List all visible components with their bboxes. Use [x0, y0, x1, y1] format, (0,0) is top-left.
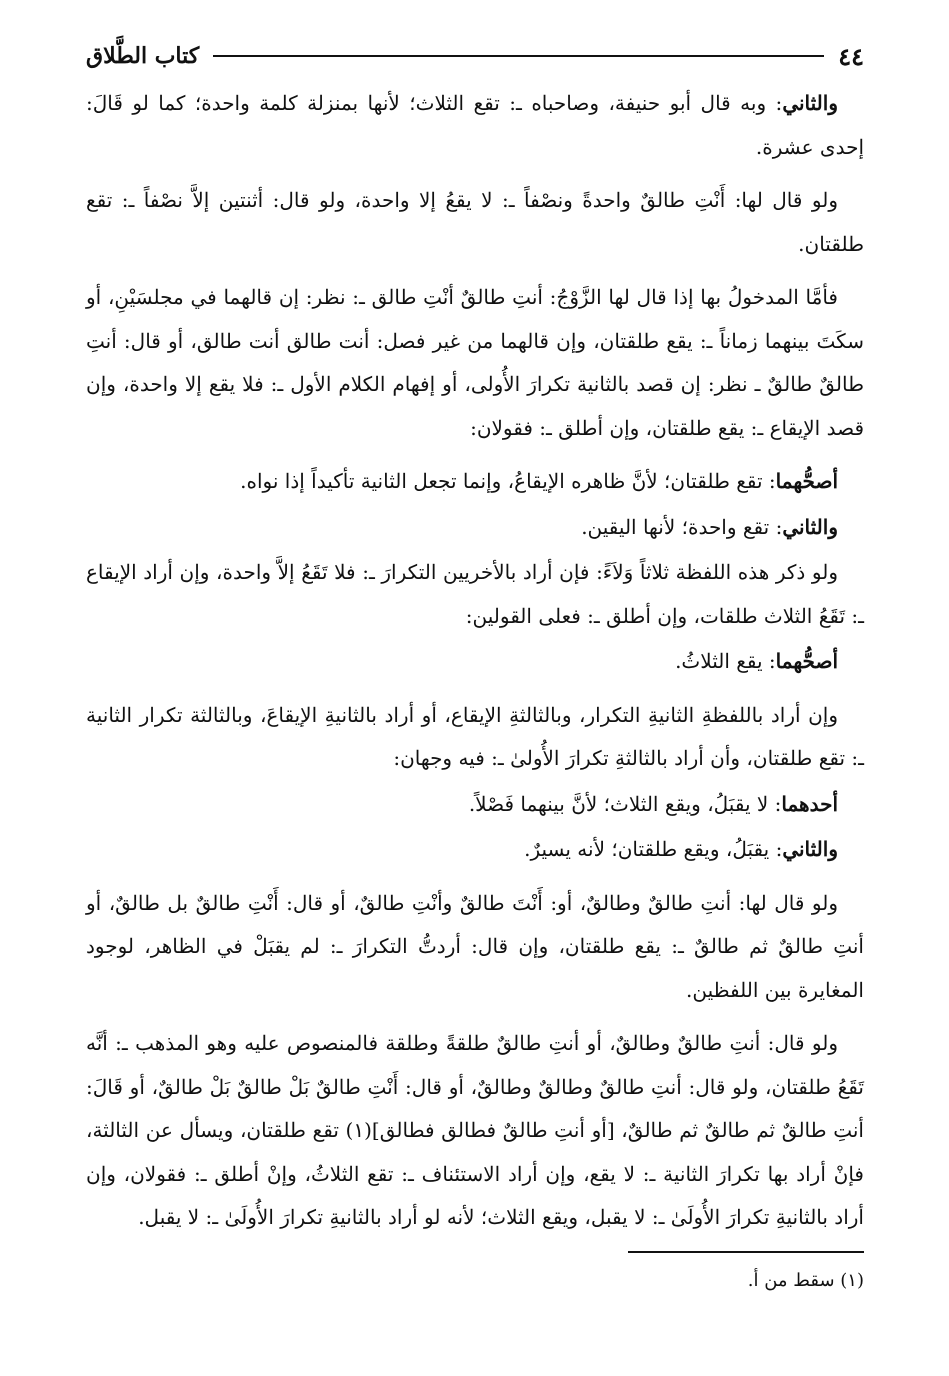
paragraph	[86, 828, 864, 872]
paragraph	[86, 783, 864, 827]
paragraph-lead: والثاني	[782, 514, 838, 539]
paragraph	[86, 882, 864, 1013]
body-text	[86, 82, 864, 1240]
paragraph-lead: والثاني	[782, 91, 838, 115]
paragraph	[86, 551, 864, 638]
paragraph-text: فأمَّا المدخولُ بها إذا قال لها الزَّوْجُ: أنتِ طالقٌ أنْتِ طالق ـ: نظر: إن قالهما في مجلسَيْنِ، أو سكَتَ بينهما زماناً ـ: يقع طلقتان، وإن قالهما من غير فصل: أنت طالق أنت طالق، أو قال: أنتِ طالقٌ طالقٌ ـ نظر: إن قصد بالثانية تكرارَ الأُولى، أو إفهام الكلام الأول ـ: فلا يقع إلا واحدة، وإن قصد الإيقاع ـ: يقع طلقتان، وإن أطلق ـ: فقولان:	[86, 285, 864, 440]
paragraph-text: : وبه قال أبو حنيفة، وصاحباه ـ: تقع الثلاث؛ لأنها بمنزلة كلمة واحدة؛ كما لو قَالَ: إحدى عشرة.	[86, 91, 864, 159]
paragraph-text: : تقع طلقتان؛ لأنَّ ظاهره الإيقاعُ، وإنما تجعل الثانية تأكيداً إذا نواه.	[240, 469, 776, 493]
paragraph-text: : لا يقبَلُ، ويقع الثلاث؛ لأنَّ بينهما فَصْلاً.	[468, 791, 782, 816]
paragraph-text: وإن أراد باللفظةِ الثانيةِ التكرار، وبالثالثةِ الإيقاع، أو أراد بالثانيةِ الإيقاعَ، وبالثالثة تكرار الثانية ـ: تقع طلقتان، وأن أراد بالثالثةِ تكرارَ الأُولىٰ ـ: فيه وجهان:	[86, 702, 864, 770]
paragraph-text: ولو قال: أنتِ طالقٌ وطالقٌ، أو أنتِ طالقٌ طلقةً وطلقة فالمنصوص عليه وهو المذهب ـ: أنَّه تَقَعُ طلقتان، ولو قال: أنتِ طالقٌ وطالقٌ وطالقٌ، أو قال: أَنْتِ طالقٌ بَلْ طالقٌ بَلْ طالقٌ، أو قَالَ: أنتِ طالقٌ ثم طالقٌ ثم طالقٌ، [أو أنتِ طالقٌ فطالق فطالق](١) تقع طلقتان، ويسأل عن الثالثة، فإنْ أراد بها تكرارَ الثانية ـ: لا يقع، وإن أراد الاستئناف ـ: تقع الثلاثُ، وإنْ أطلق ـ: فقولان، وإن أراد بالثانيةِ تكرارَ الأُولَىٰ ـ: لا يقبل، ويقع الثلاث؛ لأنه لو أراد بالثانيةِ تكرارَ الأُولَىٰ ـ: لا يقبل.	[86, 1031, 864, 1229]
paragraph-text: : تقع واحدة؛ لأنها اليقين.	[581, 514, 783, 539]
paragraph-lead: أحدهما	[781, 791, 838, 816]
footnote: (١) سقط من أ.	[747, 1270, 864, 1291]
header-rule	[213, 55, 824, 57]
paragraph	[86, 506, 864, 550]
paragraph-text: ولو ذكر هذه اللفظة ثلاثاً وَلاَءً: فإن أراد بالأخريين التكرارَ ـ: فلا تَقَعُ إلاَّ واحدة، وإن أراد الإيقاع ـ: تَقَعُ الثلاث طلقات، وإن أطلق ـ: فعلى القولين:	[86, 560, 864, 628]
paragraph-text: : يقع الثلاثُ.	[675, 649, 776, 673]
paragraph-lead: أصحُّهما	[775, 649, 838, 673]
footnote-rule	[628, 1251, 864, 1253]
paragraph-text: ولو قال لها: أَنْتِ طالقٌ واحدةً ونصْفاً ـ: لا يقعُ إلا واحدة، ولو قال: أثنتين إلاَّ نصْفاً ـ: تقع طلقتان.	[86, 188, 864, 256]
paragraph	[86, 460, 864, 504]
paragraph	[86, 179, 864, 266]
book-title: كتاب الطَّلاق	[86, 43, 200, 69]
paragraph-lead: والثاني	[782, 837, 838, 861]
page-header	[86, 36, 864, 76]
paragraph	[86, 1022, 864, 1240]
paragraph-text: ولو قال لها: أنتِ طالقٌ وطالقٌ، أو: أَنْتَ طالقٌ وأنْتِ طالقٌ، أو قال: أَنْتِ طالقٌ بل طالقٌ، أو أنتِ طالقٌ ثم طالقٌ ـ: يقع طلقتان، وإن قال: أردتُّ التكرارَ ـ: لم يقبَلْ في الظاهر، لوجود المغايرة بين اللفظين.	[86, 890, 864, 1002]
page	[86, 36, 864, 1291]
paragraph-lead: أصحُّهما	[775, 469, 838, 493]
paragraph-text: : يقبَلُ، ويقع طلقتان؛ لأنه يسيرٌ.	[524, 837, 783, 861]
paragraph	[86, 82, 864, 169]
paragraph	[86, 640, 864, 684]
page-number: ٤٤	[838, 41, 864, 71]
paragraph	[86, 276, 864, 450]
paragraph	[86, 694, 864, 781]
